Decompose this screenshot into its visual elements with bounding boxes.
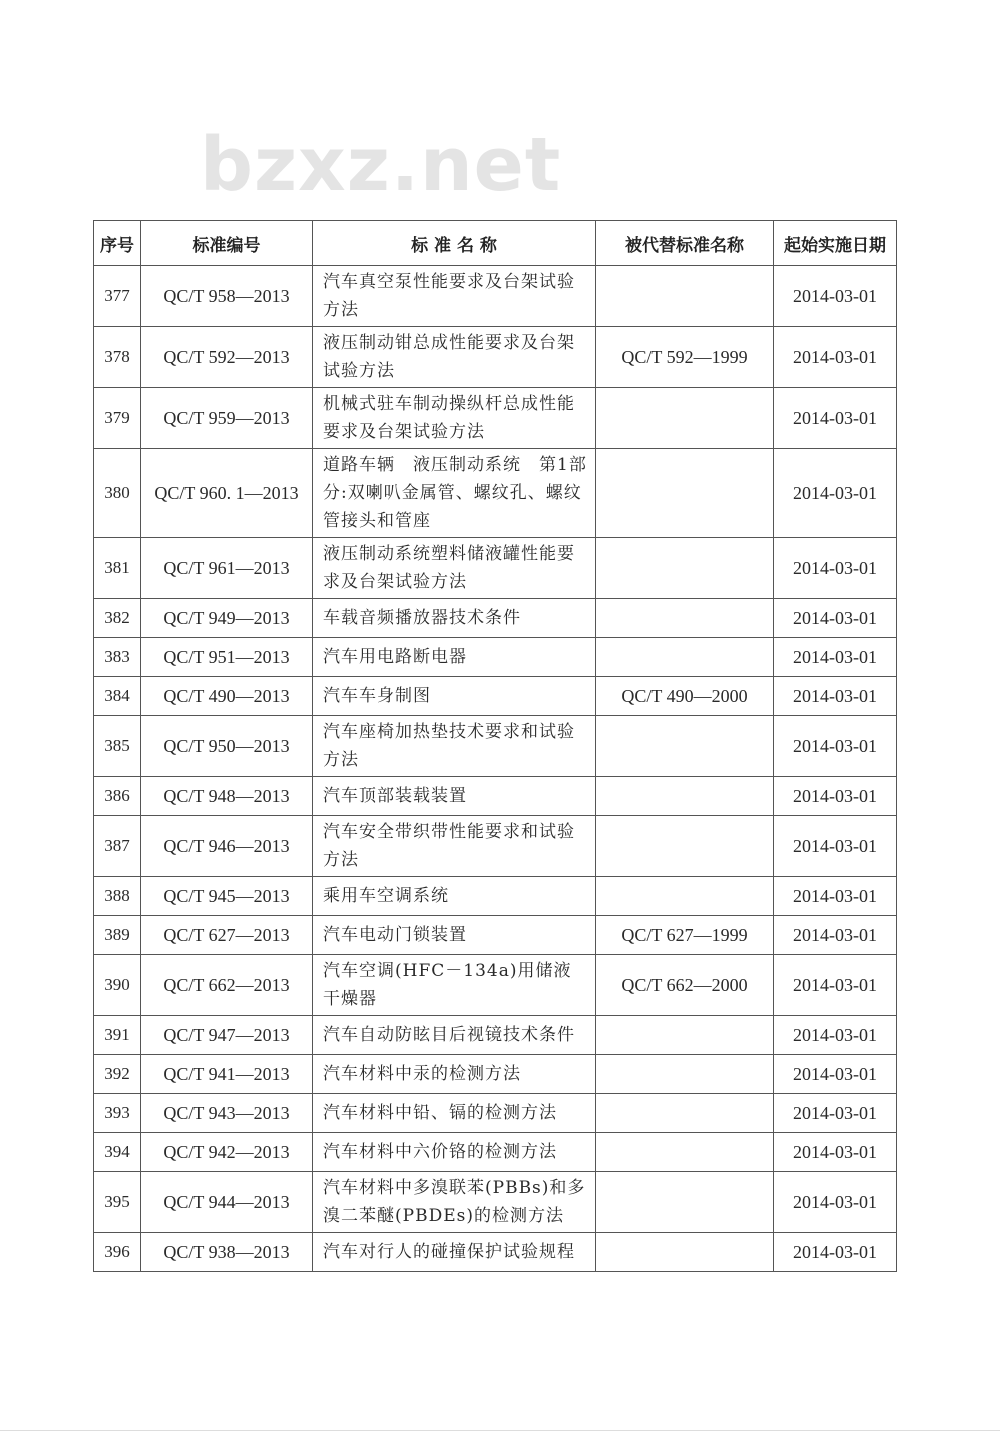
table-row bbox=[94, 716, 897, 777]
row-code: QC/T 951—2013 bbox=[141, 638, 313, 677]
row-code: QC/T 941—2013 bbox=[141, 1055, 313, 1094]
row-num: 392 bbox=[94, 1055, 141, 1094]
row-name: 液压制动钳总成性能要求及台架试验方法 bbox=[313, 327, 596, 388]
row-num: 381 bbox=[94, 538, 141, 599]
row-date: 2014-03-01 bbox=[774, 449, 897, 538]
row-replaced bbox=[596, 1094, 774, 1133]
row-num: 396 bbox=[94, 1233, 141, 1272]
table-row bbox=[94, 677, 897, 716]
row-date: 2014-03-01 bbox=[774, 1055, 897, 1094]
row-name: 液压制动系统塑料储液罐性能要求及台架试验方法 bbox=[313, 538, 596, 599]
row-replaced bbox=[596, 538, 774, 599]
row-num: 379 bbox=[94, 388, 141, 449]
table-row bbox=[94, 1055, 897, 1094]
row-replaced bbox=[596, 1016, 774, 1055]
row-replaced bbox=[596, 638, 774, 677]
row-num: 387 bbox=[94, 816, 141, 877]
row-name: 道路车辆 液压制动系统 第1部分:双喇叭金属管、螺纹孔、螺纹管接头和管座 bbox=[313, 449, 596, 538]
row-code: QC/T 948—2013 bbox=[141, 777, 313, 816]
row-replaced bbox=[596, 599, 774, 638]
header-code: 标准编号 bbox=[141, 221, 313, 266]
row-name: 汽车车身制图 bbox=[313, 677, 596, 716]
row-date: 2014-03-01 bbox=[774, 1172, 897, 1233]
table-row bbox=[94, 1133, 897, 1172]
row-date: 2014-03-01 bbox=[774, 955, 897, 1016]
row-date: 2014-03-01 bbox=[774, 716, 897, 777]
row-replaced bbox=[596, 388, 774, 449]
row-num: 382 bbox=[94, 599, 141, 638]
row-date: 2014-03-01 bbox=[774, 388, 897, 449]
row-num: 384 bbox=[94, 677, 141, 716]
row-name: 车载音频播放器技术条件 bbox=[313, 599, 596, 638]
row-date: 2014-03-01 bbox=[774, 1094, 897, 1133]
table-row bbox=[94, 638, 897, 677]
row-date: 2014-03-01 bbox=[774, 777, 897, 816]
row-name: 汽车顶部装载装置 bbox=[313, 777, 596, 816]
row-replaced bbox=[596, 449, 774, 538]
table-header-row bbox=[94, 221, 897, 266]
row-code: QC/T 945—2013 bbox=[141, 877, 313, 916]
row-code: QC/T 662—2013 bbox=[141, 955, 313, 1016]
row-code: QC/T 592—2013 bbox=[141, 327, 313, 388]
row-date: 2014-03-01 bbox=[774, 916, 897, 955]
row-replaced: QC/T 490—2000 bbox=[596, 677, 774, 716]
table-row bbox=[94, 266, 897, 327]
row-date: 2014-03-01 bbox=[774, 677, 897, 716]
row-code: QC/T 946—2013 bbox=[141, 816, 313, 877]
table-row bbox=[94, 877, 897, 916]
header-num: 序号 bbox=[94, 221, 141, 266]
row-replaced bbox=[596, 816, 774, 877]
row-replaced bbox=[596, 1055, 774, 1094]
row-replaced bbox=[596, 1133, 774, 1172]
row-name: 汽车电动门锁装置 bbox=[313, 916, 596, 955]
row-date: 2014-03-01 bbox=[774, 327, 897, 388]
row-num: 393 bbox=[94, 1094, 141, 1133]
header-name: 标 准 名 称 bbox=[313, 221, 596, 266]
row-date: 2014-03-01 bbox=[774, 877, 897, 916]
row-date: 2014-03-01 bbox=[774, 1133, 897, 1172]
table-row bbox=[94, 327, 897, 388]
row-name: 汽车座椅加热垫技术要求和试验方法 bbox=[313, 716, 596, 777]
row-replaced bbox=[596, 877, 774, 916]
row-num: 390 bbox=[94, 955, 141, 1016]
row-num: 386 bbox=[94, 777, 141, 816]
row-date: 2014-03-01 bbox=[774, 266, 897, 327]
table-row bbox=[94, 1233, 897, 1272]
header-replaced: 被代替标准名称 bbox=[596, 221, 774, 266]
row-code: QC/T 959—2013 bbox=[141, 388, 313, 449]
row-code: QC/T 960. 1—2013 bbox=[141, 449, 313, 538]
row-code: QC/T 950—2013 bbox=[141, 716, 313, 777]
standards-table bbox=[93, 220, 897, 1272]
row-replaced bbox=[596, 716, 774, 777]
row-date: 2014-03-01 bbox=[774, 1233, 897, 1272]
row-num: 377 bbox=[94, 266, 141, 327]
row-name: 汽车材料中六价铬的检测方法 bbox=[313, 1133, 596, 1172]
header-date: 起始实施日期 bbox=[774, 221, 897, 266]
row-name: 汽车自动防眩目后视镜技术条件 bbox=[313, 1016, 596, 1055]
row-replaced bbox=[596, 266, 774, 327]
watermark-logo: bzxz.net bbox=[200, 122, 562, 208]
row-name: 机械式驻车制动操纵杆总成性能要求及台架试验方法 bbox=[313, 388, 596, 449]
page-bottom-divider bbox=[0, 1430, 1000, 1431]
row-replaced: QC/T 662—2000 bbox=[596, 955, 774, 1016]
table-row bbox=[94, 388, 897, 449]
row-name: 汽车材料中多溴联苯(PBBs)和多溴二苯醚(PBDEs)的检测方法 bbox=[313, 1172, 596, 1233]
row-code: QC/T 949—2013 bbox=[141, 599, 313, 638]
table-row bbox=[94, 538, 897, 599]
row-date: 2014-03-01 bbox=[774, 1016, 897, 1055]
row-replaced bbox=[596, 777, 774, 816]
row-name: 汽车对行人的碰撞保护试验规程 bbox=[313, 1233, 596, 1272]
table-row bbox=[94, 816, 897, 877]
row-num: 385 bbox=[94, 716, 141, 777]
row-num: 383 bbox=[94, 638, 141, 677]
table-row bbox=[94, 449, 897, 538]
row-num: 388 bbox=[94, 877, 141, 916]
row-code: QC/T 958—2013 bbox=[141, 266, 313, 327]
table-row bbox=[94, 599, 897, 638]
row-code: QC/T 490—2013 bbox=[141, 677, 313, 716]
row-num: 394 bbox=[94, 1133, 141, 1172]
row-date: 2014-03-01 bbox=[774, 599, 897, 638]
table-row bbox=[94, 1172, 897, 1233]
row-code: QC/T 942—2013 bbox=[141, 1133, 313, 1172]
row-name: 汽车安全带织带性能要求和试验方法 bbox=[313, 816, 596, 877]
row-date: 2014-03-01 bbox=[774, 816, 897, 877]
row-code: QC/T 938—2013 bbox=[141, 1233, 313, 1272]
row-replaced bbox=[596, 1172, 774, 1233]
table-row bbox=[94, 777, 897, 816]
row-name: 乘用车空调系统 bbox=[313, 877, 596, 916]
row-code: QC/T 947—2013 bbox=[141, 1016, 313, 1055]
row-replaced bbox=[596, 1233, 774, 1272]
row-num: 378 bbox=[94, 327, 141, 388]
row-name: 汽车材料中铅、镉的检测方法 bbox=[313, 1094, 596, 1133]
row-replaced: QC/T 627—1999 bbox=[596, 916, 774, 955]
row-code: QC/T 944—2013 bbox=[141, 1172, 313, 1233]
table-body bbox=[94, 266, 897, 1272]
row-code: QC/T 627—2013 bbox=[141, 916, 313, 955]
row-code: QC/T 961—2013 bbox=[141, 538, 313, 599]
row-num: 395 bbox=[94, 1172, 141, 1233]
row-num: 389 bbox=[94, 916, 141, 955]
table-row bbox=[94, 1094, 897, 1133]
row-num: 391 bbox=[94, 1016, 141, 1055]
row-code: QC/T 943—2013 bbox=[141, 1094, 313, 1133]
row-name: 汽车空调(HFC－134a)用储液干燥器 bbox=[313, 955, 596, 1016]
row-name: 汽车用电路断电器 bbox=[313, 638, 596, 677]
table-row bbox=[94, 1016, 897, 1055]
row-replaced: QC/T 592—1999 bbox=[596, 327, 774, 388]
table-row bbox=[94, 955, 897, 1016]
row-date: 2014-03-01 bbox=[774, 638, 897, 677]
row-num: 380 bbox=[94, 449, 141, 538]
table-row bbox=[94, 916, 897, 955]
row-name: 汽车真空泵性能要求及台架试验方法 bbox=[313, 266, 596, 327]
row-name: 汽车材料中汞的检测方法 bbox=[313, 1055, 596, 1094]
row-date: 2014-03-01 bbox=[774, 538, 897, 599]
